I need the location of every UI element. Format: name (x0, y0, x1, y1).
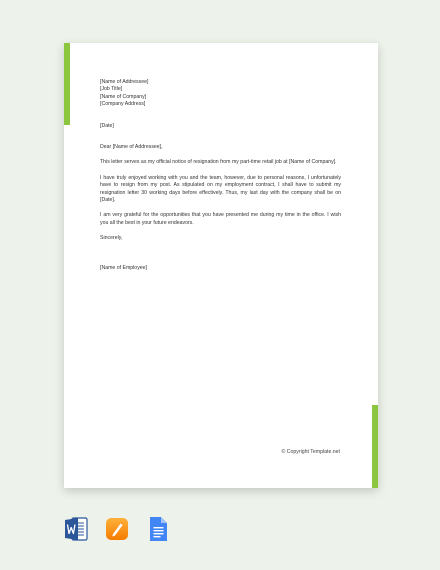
paragraph-3: I am very grateful for the opportunities that you have presented me during my time in the office. I wish you all the best in your future endeavors. (100, 212, 341, 226)
right-accent-bar (372, 405, 378, 488)
copyright-text: © Copyright Template.net (281, 449, 340, 455)
addressee-job-title: [Job Title] (100, 86, 123, 93)
paragraph-1: This letter serves as my official notice of resignation from my part-time retail job at [Name of Company]. (100, 159, 337, 166)
word-icon[interactable] (64, 515, 88, 543)
closing: Sincerely, (100, 235, 123, 242)
addressee-company: [Name of Company] (100, 93, 147, 100)
left-accent-bar (64, 43, 70, 125)
signature: [Name of Employee] (100, 264, 147, 271)
addressee-name: [Name of Addressee] (100, 79, 149, 85)
letter-date: [Date] (100, 122, 114, 129)
letter-body (100, 79, 341, 272)
app-icons (64, 515, 170, 543)
pages-icon[interactable] (105, 515, 129, 543)
addressee-company-address: [Company Address] (100, 101, 146, 108)
letter-page (64, 43, 378, 488)
paragraph-2: I have truly enjoyed working with you and the team, however, due to personal reasons, I unfortunately have to resign from my post. As stipulated on my employment contract, I shall have to submit my resignation letter 30 working days before effectively. Thus, my last day with the company shall be on [Date]. (100, 174, 341, 204)
google-docs-icon[interactable] (146, 515, 170, 543)
salutation: Dear [Name of Addressee], (100, 144, 163, 151)
